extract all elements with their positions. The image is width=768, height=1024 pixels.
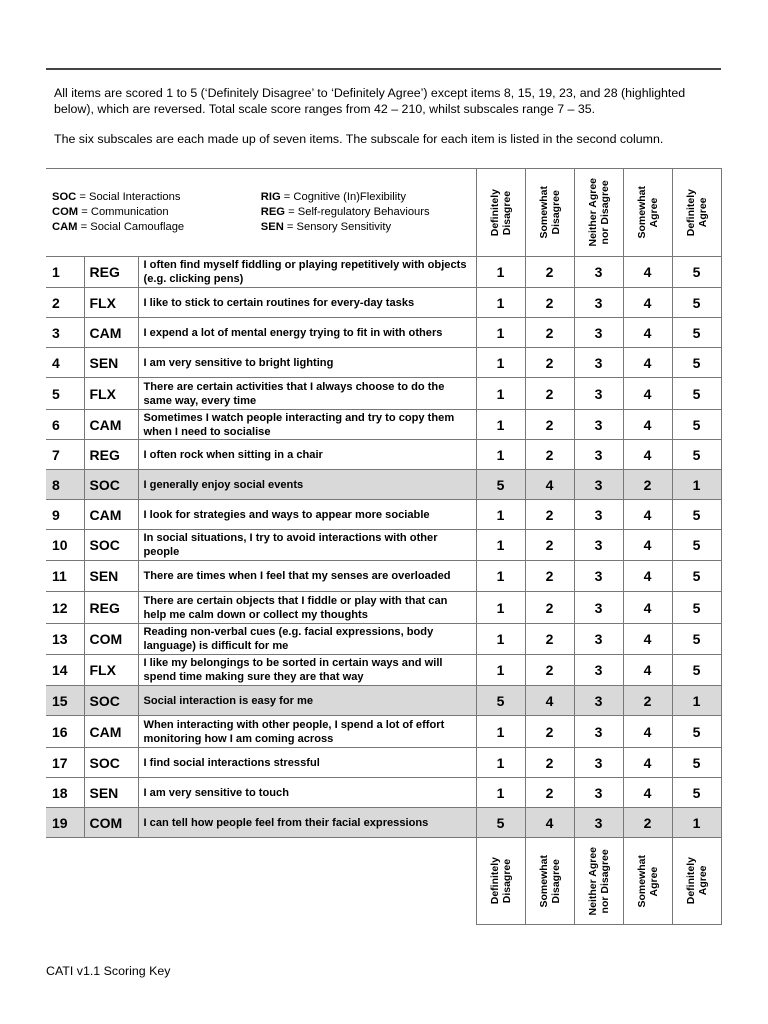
item-score: 1 (476, 748, 525, 778)
item-score: 1 (476, 378, 525, 410)
item-score: 1 (476, 318, 525, 348)
item-score: 2 (525, 410, 574, 440)
item-score: 1 (476, 592, 525, 624)
item-score: 4 (623, 748, 672, 778)
item-subscale: CAM (84, 716, 138, 748)
item-subscale: SOC (84, 530, 138, 561)
item-score: 5 (672, 530, 721, 561)
item-score: 3 (574, 378, 623, 410)
item-score: 5 (672, 440, 721, 470)
item-number: 16 (46, 716, 84, 748)
header-definitely-agree: Definitely Agree (672, 169, 721, 257)
item-number: 4 (46, 348, 84, 378)
item-text: In social situations, I try to avoid interactions with other people (138, 530, 476, 561)
table-row (46, 318, 721, 348)
item-score: 2 (525, 440, 574, 470)
item-number: 17 (46, 748, 84, 778)
header-row (46, 169, 721, 257)
item-number: 11 (46, 561, 84, 592)
item-score: 3 (574, 410, 623, 440)
footer-scale-label: Definitely Disagree (488, 857, 513, 905)
item-number: 8 (46, 470, 84, 500)
item-score: 2 (525, 500, 574, 530)
item-text: There are certain objects that I fiddle or play with that can help me calm down or collect my thoughts (138, 592, 476, 624)
item-score: 4 (623, 410, 672, 440)
footer-label: CATI v1.1 Scoring Key (46, 964, 171, 978)
table-row (46, 808, 721, 838)
item-score: 3 (574, 686, 623, 716)
legend-item-sen: SEN = Sensory Sensitivity (260, 221, 392, 233)
item-score: 1 (476, 655, 525, 686)
intro-paragraph-subscales: The six subscales are each made up of seven items. The subscale for each item is listed in the second column. (54, 132, 664, 146)
header-somewhat-agree: Somewhat Agree (623, 169, 672, 257)
item-score: 3 (574, 500, 623, 530)
item-score: 4 (525, 808, 574, 838)
table-row (46, 655, 721, 686)
item-text: I can tell how people feel from their facial expressions (138, 808, 476, 838)
item-score: 3 (574, 748, 623, 778)
item-number: 9 (46, 500, 84, 530)
table-row (46, 716, 721, 748)
item-score: 3 (574, 808, 623, 838)
item-subscale: REG (84, 257, 138, 288)
table-row (46, 470, 721, 500)
item-score: 5 (672, 624, 721, 655)
footer-header-row (46, 838, 721, 925)
legend-item-soc: SOC = Social Interactions (52, 191, 181, 203)
item-score: 5 (476, 808, 525, 838)
item-text: I expend a lot of mental energy trying to fit in with others (138, 318, 476, 348)
item-score: 3 (574, 778, 623, 808)
item-score: 4 (623, 348, 672, 378)
legend-column-right (261, 190, 470, 235)
item-score: 5 (476, 686, 525, 716)
item-score: 4 (623, 778, 672, 808)
item-score: 1 (476, 348, 525, 378)
item-score: 1 (476, 530, 525, 561)
item-score: 2 (623, 686, 672, 716)
item-number: 5 (46, 378, 84, 410)
item-score: 2 (623, 470, 672, 500)
item-score: 2 (525, 561, 574, 592)
header-neither: Neither Agree nor Disagree (574, 169, 623, 257)
item-number: 1 (46, 257, 84, 288)
item-score: 3 (574, 655, 623, 686)
item-score: 2 (525, 778, 574, 808)
item-score: 5 (476, 470, 525, 500)
item-subscale: SEN (84, 348, 138, 378)
footer-scale-label: Somewhat Agree (635, 854, 660, 908)
item-score: 5 (672, 410, 721, 440)
item-text: I like to stick to certain routines for every-day tasks (138, 288, 476, 318)
table-row (46, 624, 721, 655)
item-score: 3 (574, 561, 623, 592)
item-number: 3 (46, 318, 84, 348)
item-score: 4 (525, 470, 574, 500)
intro-text (54, 85, 719, 161)
item-score: 2 (525, 288, 574, 318)
item-score: 4 (623, 624, 672, 655)
item-score: 4 (623, 378, 672, 410)
table-row (46, 288, 721, 318)
item-subscale: FLX (84, 288, 138, 318)
item-score: 5 (672, 778, 721, 808)
item-score: 1 (672, 686, 721, 716)
item-score: 3 (574, 530, 623, 561)
item-score: 1 (672, 470, 721, 500)
item-subscale: COM (84, 624, 138, 655)
footer-scale-header (525, 838, 574, 925)
item-score: 1 (672, 808, 721, 838)
item-text: I look for strategies and ways to appear more sociable (138, 500, 476, 530)
item-score: 5 (672, 592, 721, 624)
item-number: 19 (46, 808, 84, 838)
item-score: 4 (623, 288, 672, 318)
item-number: 10 (46, 530, 84, 561)
item-subscale: SEN (84, 778, 138, 808)
item-score: 3 (574, 440, 623, 470)
item-score: 2 (525, 348, 574, 378)
item-score: 4 (623, 592, 672, 624)
table-row (46, 348, 721, 378)
table-row (46, 592, 721, 624)
header-somewhat-disagree: Somewhat Disagree (525, 169, 574, 257)
item-text: Sometimes I watch people interacting and try to copy them when I need to socialise (138, 410, 476, 440)
legend-item-reg: REG = Self-regulatory Behaviours (260, 206, 430, 218)
item-score: 4 (623, 530, 672, 561)
intro-paragraph-scoring: All items are scored 1 to 5 (‘Definitely Disagree’ to ‘Definitely Agree’) except items 8, 15, 19, 23, and 28 (highlighted below), which are reversed. Total scale score ranges from 42 – 210, whilst subscales range 7 – 35. (54, 86, 686, 116)
item-score: 1 (476, 440, 525, 470)
item-text: I like my belongings to be sorted in certain ways and will spend time making sure they are that way (138, 655, 476, 686)
item-score: 4 (623, 318, 672, 348)
legend-item-com: COM = Communication (52, 206, 169, 218)
item-score: 1 (476, 500, 525, 530)
item-score: 3 (574, 288, 623, 318)
item-score: 2 (525, 748, 574, 778)
item-score: 5 (672, 561, 721, 592)
item-subscale: REG (84, 440, 138, 470)
table-row (46, 686, 721, 716)
item-score: 5 (672, 318, 721, 348)
table-row (46, 410, 721, 440)
item-subscale: FLX (84, 655, 138, 686)
item-text: Social interaction is easy for me (138, 686, 476, 716)
item-number: 12 (46, 592, 84, 624)
footer-scale-header (623, 838, 672, 925)
table-row (46, 500, 721, 530)
legend-item-rig: RIG = Cognitive (In)Flexibility (260, 191, 406, 203)
item-text: I am very sensitive to touch (138, 778, 476, 808)
item-score: 2 (525, 378, 574, 410)
item-score: 5 (672, 257, 721, 288)
item-text: I often find myself fiddling or playing repetitively with objects (e.g. clicking pens) (138, 257, 476, 288)
item-score: 1 (476, 624, 525, 655)
item-text: Reading non-verbal cues (e.g. facial expressions, body language) is difficult for me (138, 624, 476, 655)
item-score: 4 (623, 500, 672, 530)
item-score: 2 (525, 318, 574, 348)
table-row (46, 257, 721, 288)
item-text: I find social interactions stressful (138, 748, 476, 778)
item-subscale: SOC (84, 748, 138, 778)
item-subscale: CAM (84, 410, 138, 440)
footer-scale-header (574, 838, 623, 925)
table-row (46, 440, 721, 470)
item-score: 2 (525, 655, 574, 686)
item-score: 2 (525, 257, 574, 288)
item-score: 1 (476, 288, 525, 318)
item-score: 3 (574, 318, 623, 348)
item-subscale: SOC (84, 686, 138, 716)
item-score: 2 (623, 808, 672, 838)
item-score: 1 (476, 257, 525, 288)
item-text: There are times when I feel that my senses are overloaded (138, 561, 476, 592)
item-text: I often rock when sitting in a chair (138, 440, 476, 470)
item-score: 4 (623, 561, 672, 592)
table-row (46, 748, 721, 778)
item-score: 3 (574, 348, 623, 378)
item-score: 2 (525, 624, 574, 655)
footer-scale-label: Definitely Agree (684, 857, 709, 905)
footer-scale-label: Somewhat Disagree (537, 854, 562, 908)
item-score: 4 (623, 257, 672, 288)
item-score: 3 (574, 592, 623, 624)
item-number: 2 (46, 288, 84, 318)
item-score: 5 (672, 655, 721, 686)
item-score: 4 (623, 440, 672, 470)
item-score: 1 (476, 410, 525, 440)
item-score: 5 (672, 500, 721, 530)
subscale-legend (46, 169, 476, 257)
item-subscale: CAM (84, 500, 138, 530)
header-definitely-disagree: Definitely Disagree (476, 169, 525, 257)
item-number: 6 (46, 410, 84, 440)
table-row (46, 378, 721, 410)
item-score: 3 (574, 470, 623, 500)
table-row (46, 778, 721, 808)
item-subscale: REG (84, 592, 138, 624)
item-score: 5 (672, 748, 721, 778)
item-number: 18 (46, 778, 84, 808)
item-number: 7 (46, 440, 84, 470)
table-row (46, 530, 721, 561)
legend-item-cam: CAM = Social Camouflage (52, 221, 185, 233)
item-number: 15 (46, 686, 84, 716)
item-score: 2 (525, 530, 574, 561)
legend-column-left (52, 190, 261, 235)
item-score: 2 (525, 592, 574, 624)
item-text: I am very sensitive to bright lighting (138, 348, 476, 378)
item-score: 4 (525, 686, 574, 716)
item-score: 2 (525, 716, 574, 748)
item-score: 1 (476, 778, 525, 808)
footer-scale-label: Neither Agree nor Disagree (586, 846, 611, 916)
item-score: 4 (623, 716, 672, 748)
item-subscale: CAM (84, 318, 138, 348)
table-row (46, 561, 721, 592)
item-subscale: FLX (84, 378, 138, 410)
item-number: 13 (46, 624, 84, 655)
item-score: 4 (623, 655, 672, 686)
footer-scale-header (672, 838, 721, 925)
item-text: There are certain activities that I always choose to do the same way, every time (138, 378, 476, 410)
item-score: 5 (672, 378, 721, 410)
item-score: 5 (672, 716, 721, 748)
item-score: 1 (476, 561, 525, 592)
item-subscale: SOC (84, 470, 138, 500)
footer-scale-header (476, 838, 525, 925)
item-number: 14 (46, 655, 84, 686)
item-text: I generally enjoy social events (138, 470, 476, 500)
footer-blank-cell (46, 838, 476, 925)
scoring-table (46, 168, 722, 925)
item-text: When interacting with other people, I spend a lot of effort monitoring how I am coming across (138, 716, 476, 748)
item-score: 1 (476, 716, 525, 748)
item-score: 3 (574, 257, 623, 288)
item-score: 3 (574, 624, 623, 655)
item-score: 5 (672, 288, 721, 318)
item-subscale: SEN (84, 561, 138, 592)
item-subscale: COM (84, 808, 138, 838)
top-rule (46, 68, 721, 70)
item-score: 3 (574, 716, 623, 748)
item-score: 5 (672, 348, 721, 378)
